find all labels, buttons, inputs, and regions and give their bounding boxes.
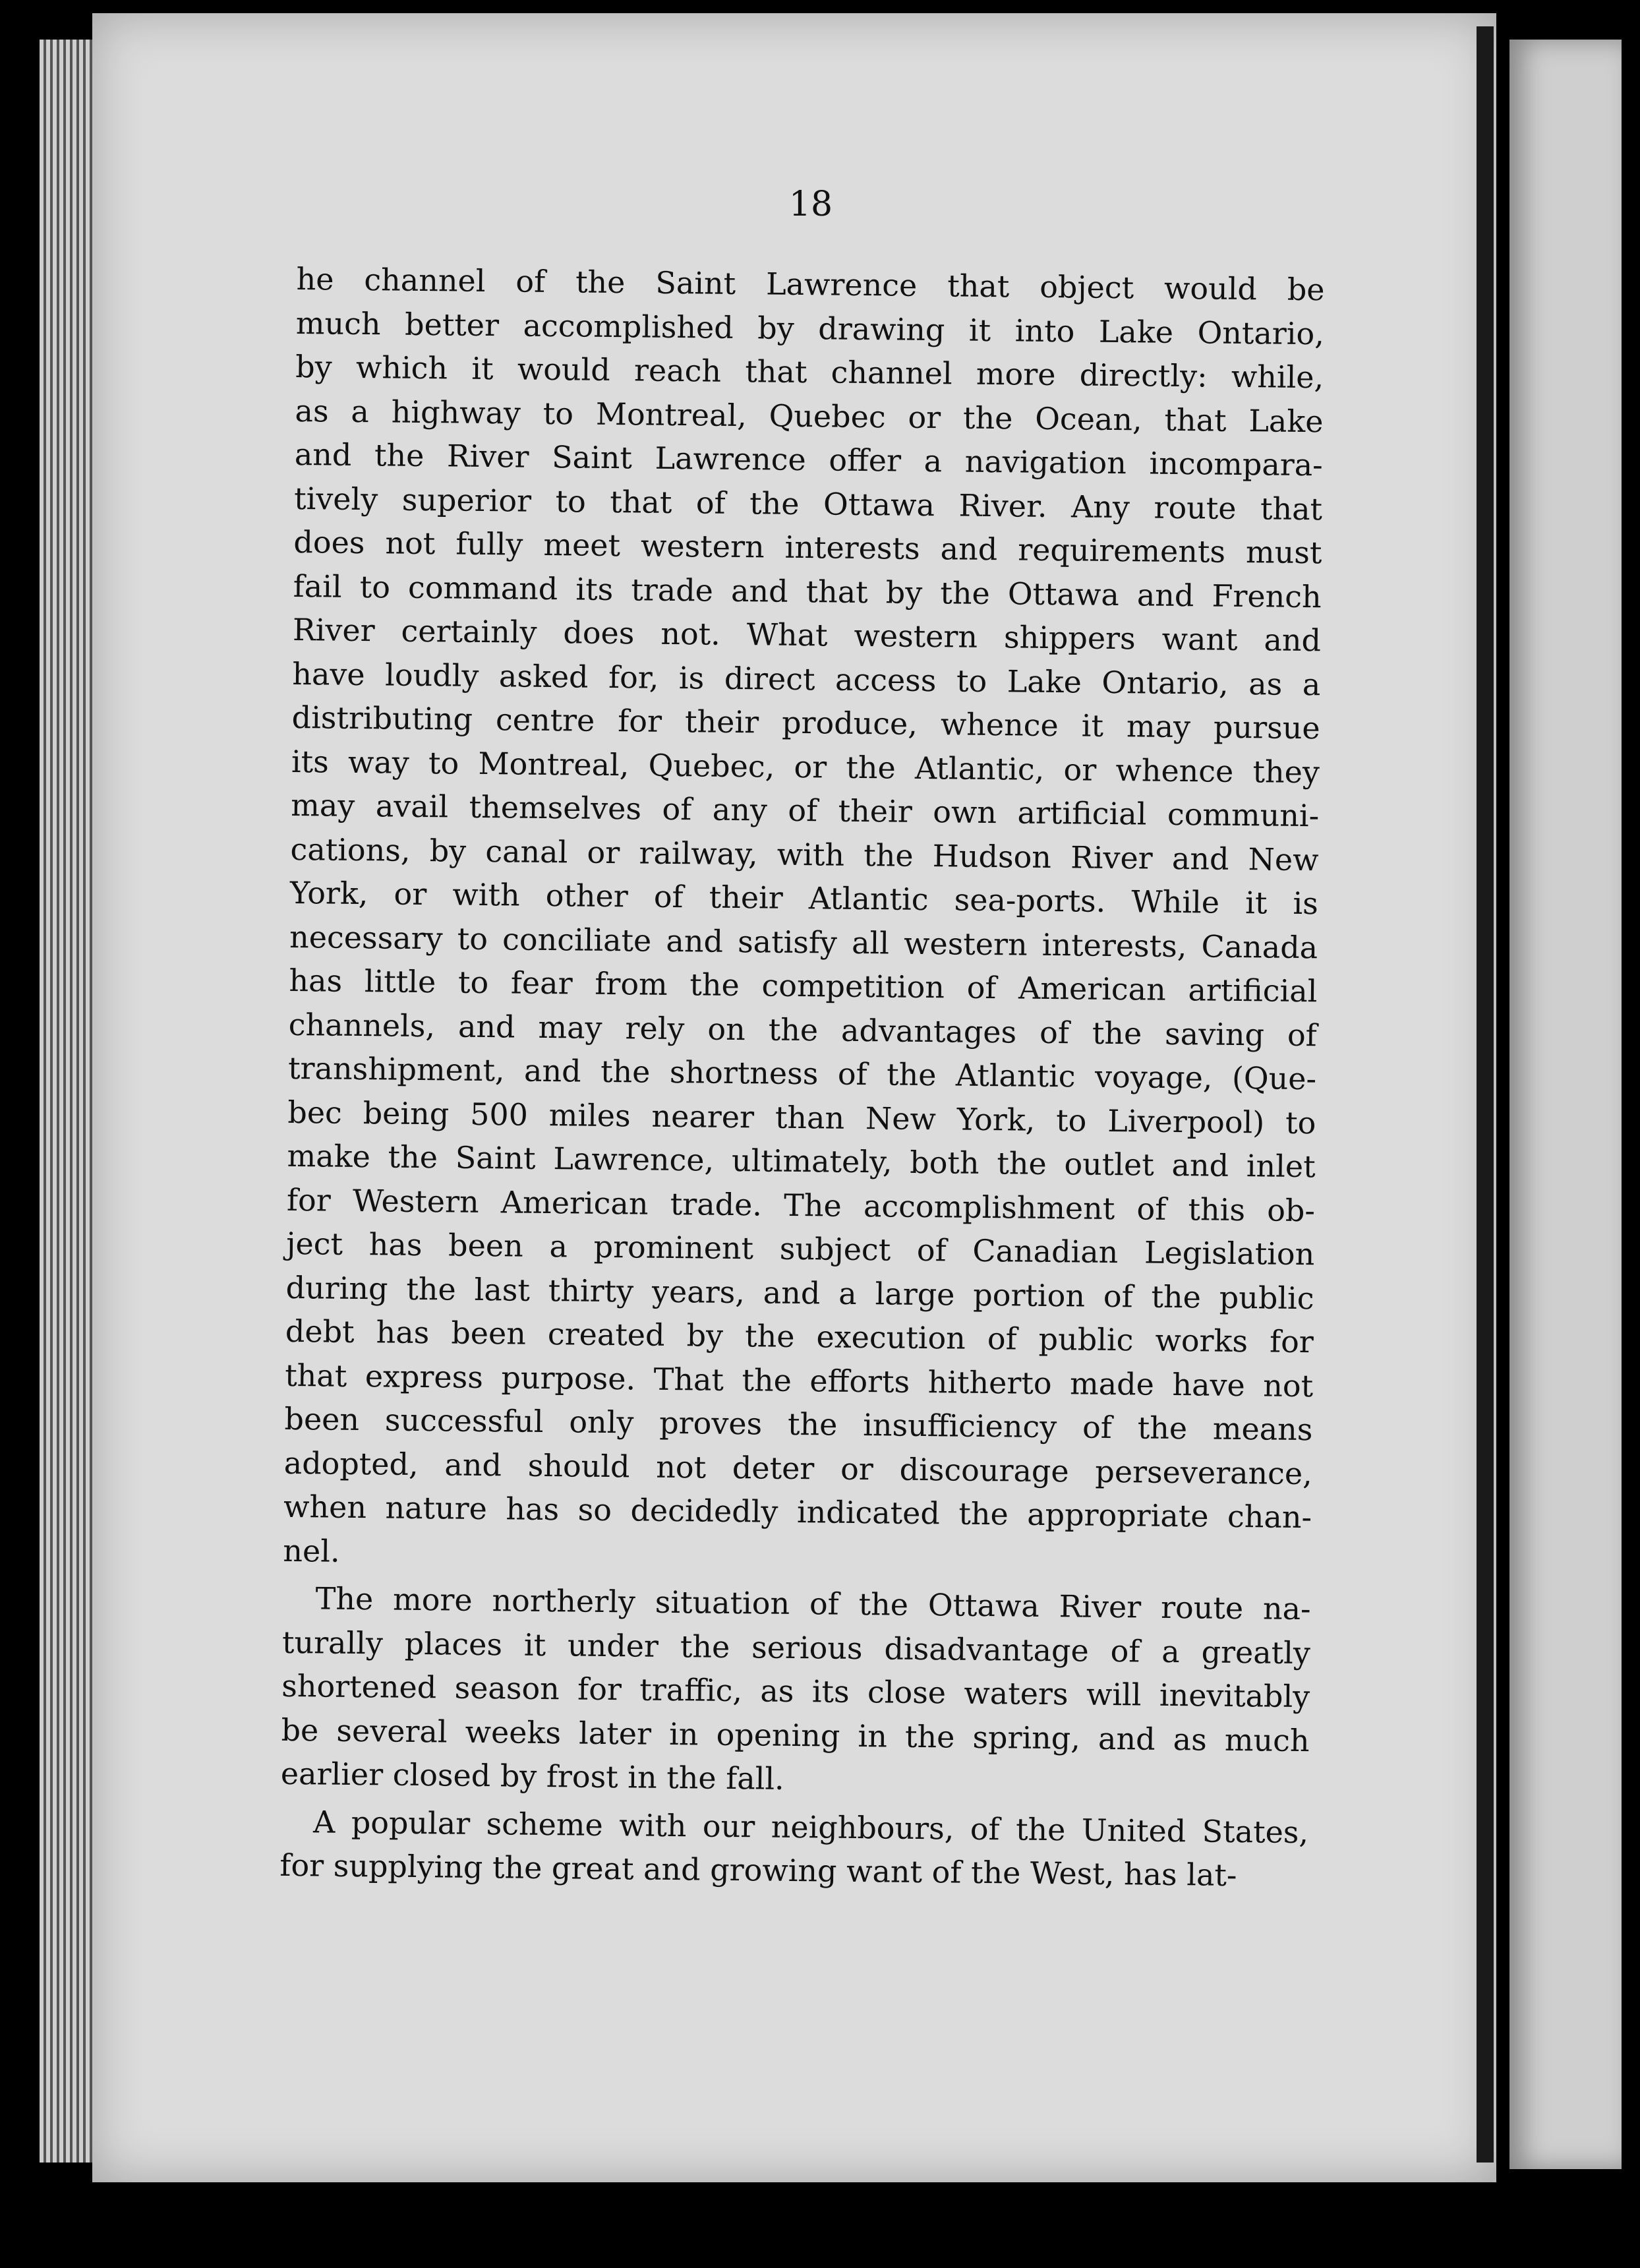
text-line: for Western American trade. The accomplishment of this ob-: [286, 1181, 1316, 1228]
text-line: may avail themselves of any of their own artificial communi-: [291, 787, 1320, 834]
book-gutter: [1477, 26, 1494, 2163]
text-line: turally places it under the serious disadvantage of a greatly: [281, 1624, 1311, 1671]
text-line: does not fully meet western interests and requirements must: [293, 523, 1322, 571]
text-line: has little to fear from the competition of American artificial: [289, 962, 1318, 1009]
text-line: bec being 500 miles nearer than New York, to Liverpool) to: [287, 1094, 1316, 1141]
text-line: as a highway to Montreal, Quebec or the Ocean, that Lake: [295, 392, 1324, 439]
text-line: nel.: [283, 1532, 340, 1569]
text-line: been successful only proves the insufficiency of the means: [284, 1400, 1313, 1448]
text-line: necessary to conciliate and satisfy all western interests, Canada: [289, 918, 1318, 965]
text-line: shortened season for traffic, as its close waters will inevitably: [281, 1667, 1310, 1715]
text-line: transhipment, and the shortness of the Atlantic voyage, (Que-: [287, 1050, 1317, 1097]
text-line: ject has been a prominent subject of Canadian Legislation: [286, 1225, 1315, 1272]
text-line: during the last thirty years, and a large portion of the public: [285, 1269, 1314, 1316]
text-line: A popular scheme with our neighbours, of the United States,: [312, 1803, 1309, 1850]
text-line: cations, by canal or railway, with the Hudson River and New: [290, 831, 1319, 878]
body-text: [279, 257, 1325, 1898]
text-line: earlier closed by frost in the fall.: [280, 1755, 785, 1797]
text-line: when nature has so decidedly indicated the appropriate chan-: [283, 1488, 1312, 1536]
text-line: fail to command its trade and that by the Ottawa and French: [293, 568, 1322, 614]
text-line: make the Saint Lawrence, ultimately, both the outlet and inlet: [287, 1137, 1316, 1185]
text-line: distributing centre for their produce, whence it may pursue: [291, 699, 1320, 746]
text-line: by which it would reach that channel more directly: while,: [295, 348, 1324, 396]
text-line: its way to Montreal, Quebec, or the Atlantic, or whence they: [291, 743, 1320, 790]
text-line: and the River Saint Lawrence offer a navigation incompara-: [294, 436, 1324, 483]
text-line: he channel of the Saint Lawrence that object would be: [296, 260, 1325, 308]
text-line: for supplying the great and growing want of the West, has lat-: [279, 1847, 1237, 1894]
text-line: adopted, and should not deter or discourage perseverance,: [283, 1445, 1313, 1491]
text-line: that express purpose. That the efforts hitherto made have not: [284, 1357, 1314, 1404]
text-line: River certainly does not. What western shippers want and: [292, 611, 1322, 659]
page-number: 18: [788, 185, 833, 224]
text-line: channels, and may rely on the advantages of the saving of: [288, 1006, 1318, 1053]
text-line: York, or with other of their Atlantic sea-ports. While it is: [289, 874, 1319, 922]
text-line: much better accomplished by drawing it into Lake Ontario,: [295, 305, 1325, 351]
text-line: debt has been created by the execution of public works for: [285, 1313, 1314, 1360]
text-line: be several weeks later in opening in the spring, and as much: [281, 1712, 1310, 1758]
facing-page-edge: [1509, 40, 1622, 2169]
text-line: tively superior to that of the Ottawa River. Any route that: [293, 480, 1323, 527]
text-line: have loudly asked for, is direct access to Lake Ontario, as a: [292, 655, 1321, 702]
text-line: The more northerly situation of the Ottawa River route na-: [315, 1580, 1311, 1627]
